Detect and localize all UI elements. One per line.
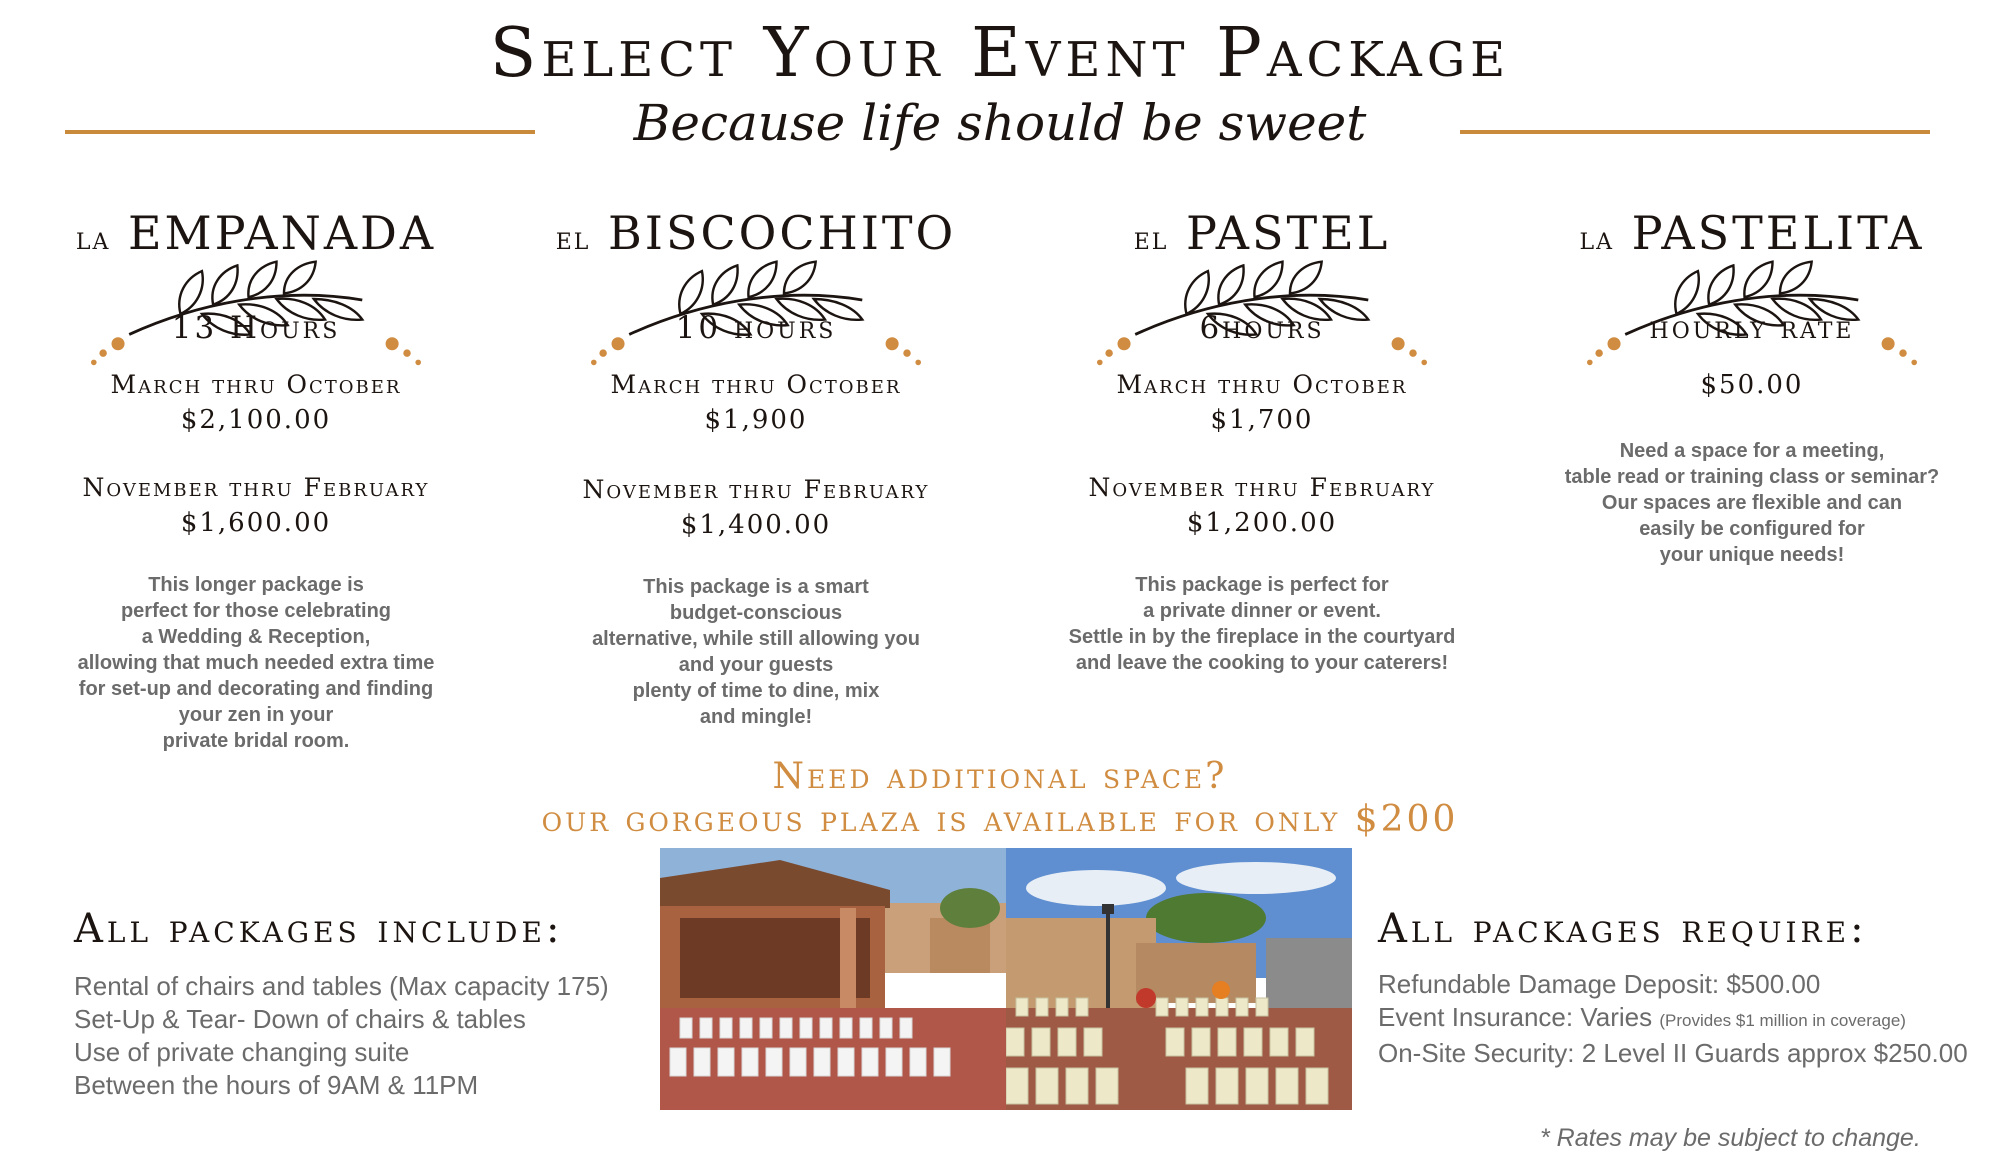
includes-heading: All packages include: [74,906,564,952]
list-item [1378,1001,1968,1037]
package-title: PASTELITA [1631,206,1925,260]
package-name [1042,206,1482,260]
season-label: March thru October [110,370,402,399]
season-price: $1,400.00 [680,510,832,540]
package-name [1532,206,1972,260]
package-article: la [75,219,111,257]
package-hours: hourly rate [1649,310,1855,346]
season-price: $1,900 [704,405,808,435]
list-item: Use of private changing suite [74,1037,410,1067]
package-title: BISCOCHITO [608,206,957,260]
season-label: March thru October [610,370,902,399]
page-subtitle: Because life should be sweet [633,94,1367,152]
package-description: This package is a smart budget-conscious alternative, while still allowing you and your guests plenty of time to dine, mix and mingle! [592,576,920,728]
plaza-photos [660,848,1352,1110]
list-item: Set-Up & Tear- Down of chairs & tables [74,1004,526,1034]
list-item: On-Site Security: 2 Level II Guards approx $250.00 [1378,1038,1968,1068]
package-description: This longer package is perfect for those celebrating a Wedding & Reception, allowing that much needed extra time for set-up and decorating and finding your zen in your private bridal room. [77,574,435,752]
package-article: el [555,219,591,257]
plaza-photo-courtyard [1006,848,1352,1110]
package-hours: 6hours [1199,310,1325,346]
requires-list [1378,968,1968,1070]
insurance-note: (Provides $1 million in coverage) [1659,1011,1906,1030]
hourly-price: $50.00 [1700,370,1804,400]
package-description: This package is perfect for a private dinner or event. Settle in by the fireplace in the courtyard and leave the cooking to your caterers! [1068,574,1456,674]
package-article: el [1133,219,1169,257]
season-price: $1,600.00 [180,508,332,538]
list-item: Rental of chairs and tables (Max capacity 175) [74,971,609,1001]
divider-right [1460,130,1930,134]
insurance-text: Event Insurance: Varies [1378,1002,1653,1032]
package-description: Need a space for a meeting, table read or training class or seminar? Our spaces are flexible and can easily be configured for your unique needs! [1564,440,1940,566]
requires-heading: All packages require: [1378,906,1868,952]
season-label: November thru February [82,473,430,502]
season-label: March thru October [1116,370,1408,399]
package-title: PASTEL [1186,206,1391,260]
season-label: November thru February [1088,473,1436,502]
list-item: Between the hours of 9AM & 11PM [74,1070,479,1100]
season-price: $1,700 [1210,405,1314,435]
plaza-offer-line1: Need additional space? [772,756,1228,797]
rates-footnote: * Rates may be subject to change. [1540,1124,1921,1152]
package-empanada [36,206,476,754]
package-hours: 10 hours [675,310,837,346]
plaza-photo-pavilion [660,848,1006,1110]
list-item: Refundable Damage Deposit: $500.00 [1378,969,1821,999]
package-article: la [1579,219,1615,257]
divider-left [65,130,535,134]
package-pastelita [1532,206,1972,568]
includes-list [74,970,609,1102]
plaza-offer-line2: our gorgeous plaza is available for only $200 [541,799,1459,840]
page-title: Select Your Event Package [489,14,1511,93]
package-name [536,206,976,260]
package-pastel [1042,206,1482,676]
season-price: $1,200.00 [1186,508,1338,538]
season-price: $2,100.00 [180,405,332,435]
season-label: November thru February [582,475,930,504]
package-title: EMPANADA [127,206,437,260]
package-name [36,206,476,260]
package-hours: 13 Hours [171,310,341,346]
package-biscochito [536,206,976,730]
